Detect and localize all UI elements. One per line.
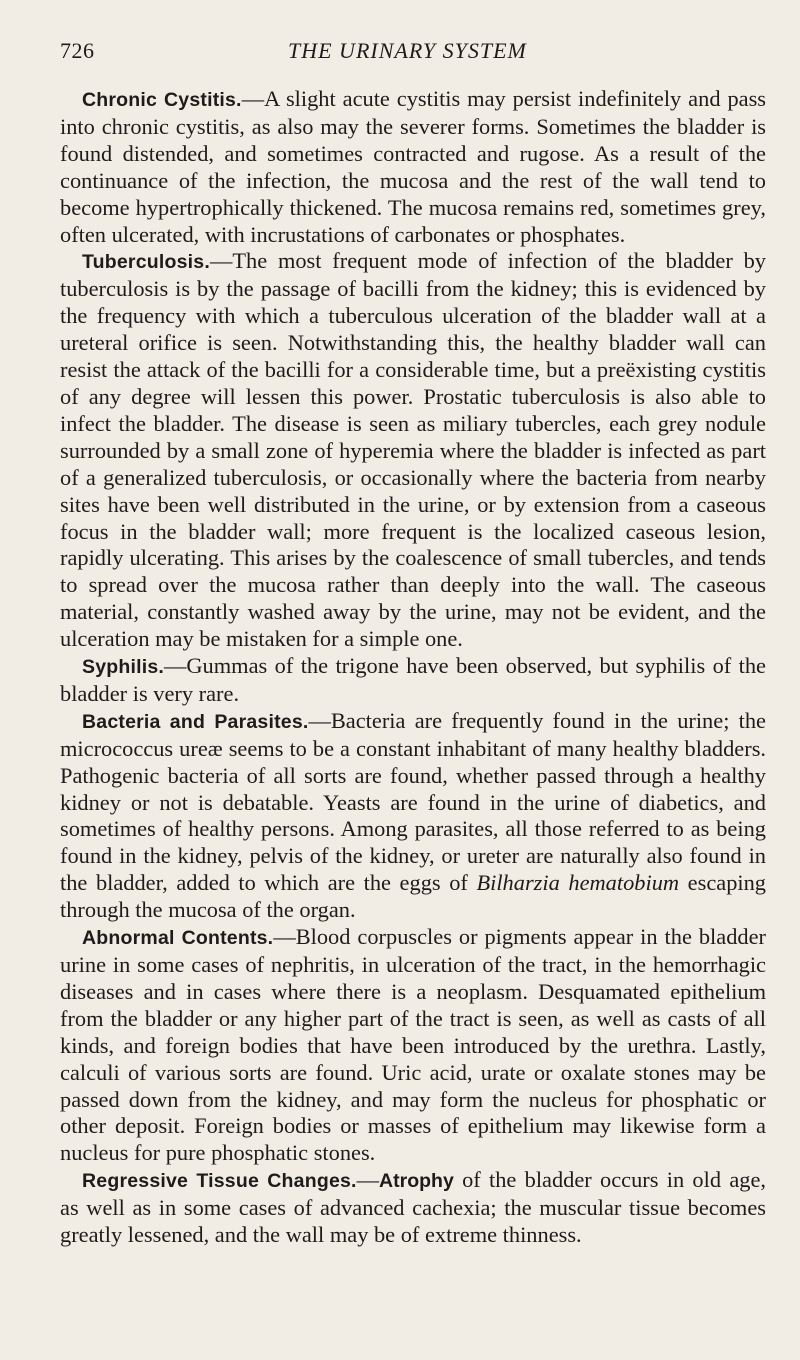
paragraph-abnormal-contents — [60, 924, 766, 1167]
section-heading: Abnormal Contents. — [82, 927, 274, 950]
paragraph-text: —The most frequent mode of infection of the bladder by tuberculosis is by the passage of bacilli from the kidney; this is evidenced by the frequency with which a tuberculous ulceration of the bladder wall at a ureteral orifice is seen. Notwithstanding this, the healthy bladder wall can resist the attack of the bacilli for a considerable time, but a preëxisting cystitis of any degree will lessen this power. Prostatic tuberculosis is also able to infect the bladder. The disease is seen as miliary tubercles, each grey nodule surrounded by a small zone of hyperemia where the bladder is infected as part of a generalized tuberculosis, or occasionally where the bacteria from nearby sites have been well distributed in the urine, or by extension from a caseous focus in the bladder wall; more frequent is the localized caseous lesion, rapidly ulcerating. This arises by the coalescence of small tubercles, and tends to spread over the mucosa rather than deeply into the wall. The caseous material, constantly washed away by the urine, may not be evident, and the ulceration may be mistaken for a simple one. — [60, 248, 766, 652]
body-text — [60, 86, 766, 1249]
section-heading: Bacteria and Parasites. — [82, 710, 309, 733]
paragraph-text: —Gummas of the trigone have been observed, but syphilis of the bladder is very rare. — [60, 653, 766, 706]
page-number: 726 — [60, 38, 95, 63]
section-heading: Chronic Cystitis. — [82, 89, 242, 111]
running-title: THE URINARY SYSTEM — [288, 38, 527, 63]
paragraph-bacteria-and-parasites — [60, 708, 766, 924]
section-heading: Regressive Tissue Changes. — [82, 1170, 357, 1193]
paragraph-tuberculosis — [60, 248, 766, 653]
section-heading: Tuberculosis. — [82, 251, 210, 274]
paragraph-text: of the bladder occurs in old age, as well as in some cases of advanced cachexia; the muscular tissue becomes greatly lessened, and the wall may be of extreme thinness. — [60, 1167, 766, 1248]
species-name: Bilharzia hematobium — [476, 870, 680, 896]
page-header — [0, 38, 800, 78]
section-heading: Syphilis. — [82, 656, 164, 679]
paragraph-text: —Blood corpuscles or pigments appear in the bladder urine in some cases of nephritis, in ulceration of the tract, in the hemorrhagic diseases and in cases where there is a neoplasm. Desquamated epithelium from the bladder or any higher part of the tract is seen, as well as casts of all kinds, and foreign bodies that have been introduced by the urethra. Lastly, calculi of various sorts are found. Uric acid, urate or oxalate stones may be passed down from the kidney, and may form the nucleus for phosphatic or other deposit. Foreign bodies or masses of epithelium may likewise form a nucleus for pure phosphatic stones. — [60, 924, 767, 1166]
paragraph-chronic-cystitis — [60, 86, 766, 248]
paragraph-text-continued: escaping through the mucosa of the organ. — [60, 870, 766, 923]
dash: — — [356, 1167, 380, 1193]
subsection-heading: Atrophy — [379, 1170, 454, 1193]
paragraph-text: —A slight acute cystitis may persist indefinitely and pass into chronic cystitis, as also may the severer forms. Sometimes the bladder is found distended, and sometimes contracted and rugose. As a result of the continuance of the infection, the mucosa and the rest of the wall tend to become hypertrophically thickened. The mucosa remains red, sometimes grey, often ulcerated, with incrustations of carbonates or phosphates. — [60, 86, 767, 247]
paragraph-syphilis — [60, 653, 766, 708]
paragraph-text: —Bacteria are frequently found in the urine; the micrococcus ureæ seems to be a constant inhabitant of many healthy bladders. Pathogenic bacteria of all sorts are found, whether passed through a healthy kidney or not is debatable. Yeasts are found in the urine of diabetics, and sometimes of healthy persons. Among parasites, all those referred to as being found in the kidney, pelvis of the kidney, or ureter are naturally also found in the bladder, added to which are the eggs of — [60, 707, 766, 896]
paragraph-regressive-tissue-changes — [60, 1167, 766, 1249]
